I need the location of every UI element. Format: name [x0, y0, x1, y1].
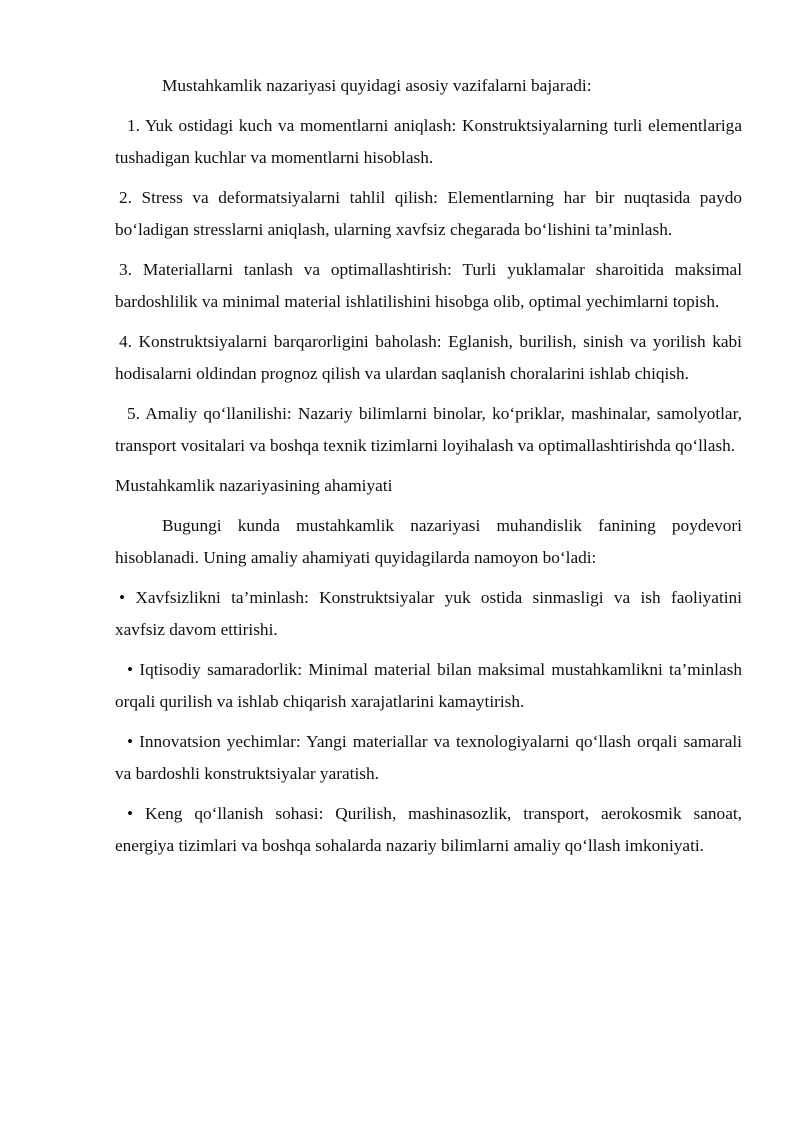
task-item-3: 3. Materiallarni tanlash va optimallashtirish: Turli yuklamalar sharoitida maksimal bardoshlilik va minimal material ishlatilishini hisobga olib, optimal yechimlarni topish. — [115, 260, 742, 311]
task-item-1: 1. Yuk ostidagi kuch va momentlarni aniqlash: Konstruktsiyalarning turli elementlariga tushadigan kuchlar va momentlarni hisoblash. — [115, 116, 742, 167]
bullet-item-2: • Iqtisodiy samaradorlik: Minimal material bilan maksimal mustahkamlikni ta’minlash orqali qurilish va ishlab chiqarish xarajatlarini kamaytirish. — [115, 660, 742, 711]
bullet-item-4: • Keng qo‘llanish sohasi: Qurilish, mashinasozlik, transport, aerokosmik sanoat, energiya tizimlari va boshqa sohalarda nazariy bilimlarni amaliy qo‘llash imkoniyati. — [115, 804, 742, 855]
section-heading: Mustahkamlik nazariyasining ahamiyati — [115, 476, 393, 495]
intro-paragraph: Mustahkamlik nazariyasi quyidagi asosiy vazifalarni bajaradi: — [162, 76, 592, 95]
task-item-5: 5. Amaliy qo‘llanilishi: Nazariy bilimlarni binolar, ko‘priklar, mashinalar, samolyotlar, transport vositalari va boshqa texnik tizimlarni loyihalash va optimallashtirishda qo‘llash. — [115, 404, 742, 455]
bullet-item-1: • Xavfsizlikni ta’minlash: Konstruktsiyalar yuk ostida sinmasligi va ish faoliyatini xavfsiz davom ettirishi. — [115, 588, 742, 639]
document-body — [115, 70, 742, 870]
section-intro-paragraph: Bugungi kunda mustahkamlik nazariyasi muhandislik fanining poydevori hisoblanadi. Uning amaliy ahamiyati quyidagilarda namoyon bo‘ladi: — [115, 516, 742, 567]
task-item-2: 2. Stress va deformatsiyalarni tahlil qilish: Elementlarning har bir nuqtasida paydo bo‘ladigan stresslarni aniqlash, ularning xavfsiz chegarada bo‘lishini ta’minlash. — [115, 188, 742, 239]
task-item-4: 4. Konstruktsiyalarni barqarorligini baholash: Eglanish, burilish, sinish va yorilish kabi hodisalarni oldindan prognoz qilish va ulardan saqlanish choralarini ishlab chiqish. — [115, 332, 742, 383]
bullet-item-3: • Innovatsion yechimlar: Yangi materiallar va texnologiyalarni qo‘llash orqali samarali va bardoshli konstruktsiyalar yaratish. — [115, 732, 742, 783]
